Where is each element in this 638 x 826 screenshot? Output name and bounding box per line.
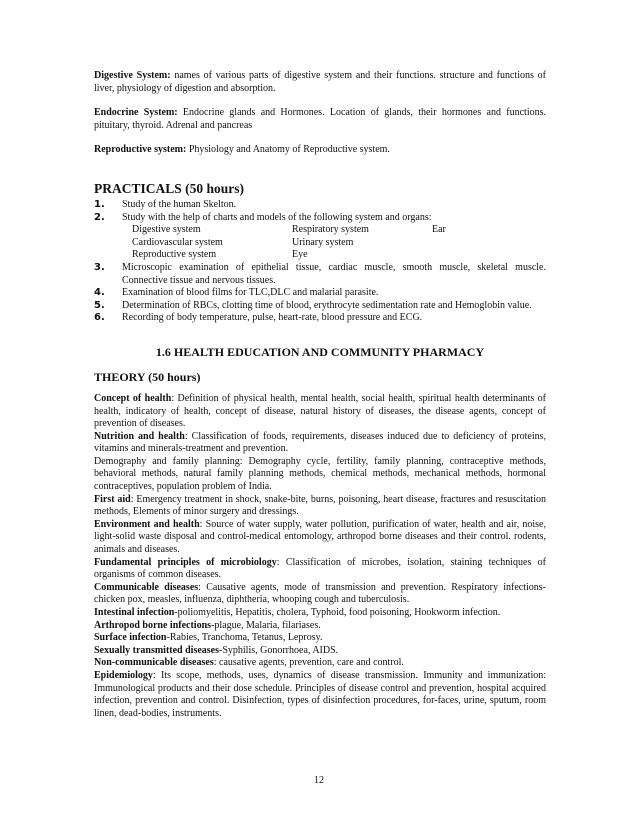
theory-heading: THEORY (50 hours): [94, 369, 201, 384]
intro-digestive: Digestive System: names of various parts of digestive system and their functions. structure and functions of liver, physiology of digestion and absorption.: [94, 70, 546, 94]
list-item: 6. Recording of body temperature, pulse, heart-rate, blood pressure and ECG.: [94, 312, 423, 324]
list-item: 5. Determination of RBCs, clotting time of blood, erythrocyte sedimentation rate and Hemoglobin value.: [94, 299, 532, 311]
document-page: [94, 70, 546, 720]
intro-reproductive: Reproductive system: Physiology and Anatomy of Reproductive system.: [94, 144, 390, 156]
theory-paragraph: Fundamental principles of microbiology: Classification of microbes, isolation, staining techniques of organisms of common diseases.: [94, 556, 546, 581]
theory-paragraph: Intestinal infection-poliomyelitis, Hepatitis, cholera, Typhoid, food poisoning, Hookworm infection.: [94, 607, 501, 618]
theory-paragraph: Nutrition and health: Classification of foods, requirements, diseases induced due to deficiency of proteins, vitamins and minerals-treatment and prevention.: [94, 430, 547, 455]
theory-paragraph: Arthropod borne infections-plague, Malaria, filariases.: [94, 619, 321, 631]
practicals-list: [94, 199, 546, 224]
theory-paragraph: Non-communicable diseases: causative agents, prevention, care and control.: [94, 657, 404, 669]
list-item: 2. Study with the help of charts and models of the following system and organs:: [94, 211, 432, 223]
theory-body: [94, 393, 546, 720]
theory-paragraph: First aid: Emergency treatment in shock, snake-bite, burns, poisoning, heart disease, fractures and resuscitation methods, Elements of minor surgery and dressings.: [94, 493, 546, 518]
intro-endocrine: Endocrine System: Endocrine glands and Hormones. Location of glands, their hormones and functions. pituitary, thyroid. Adrenal and pancreas: [94, 107, 546, 131]
theory-paragraph: Epidemiology: Its scope, methods, uses, dynamics of disease transmission. Immunity and immunization: Immunological products and their dose schedule. Principles of disease control and prevention, hospital acquired infection, prevention and control. Disinfection, types of disinfection procedures, for-faces, urine, sputum, room linen, dead-bodies, instruments.: [94, 669, 546, 719]
list-item: 1. Study of the human Skelton.: [94, 198, 237, 210]
theory-paragraph: Surface infection-Rabies, Tranchoma, Tetanus, Leprosy.: [94, 632, 323, 644]
list-item: 4. Examination of blood films for TLC,DLC and malarial parasite.: [94, 287, 379, 299]
systems-grid: Digestive system Respiratory system Ear Cardiovascular system Urinary system Reproductive system Eye: [132, 224, 446, 261]
section-heading: 1.6 HEALTH EDUCATION AND COMMUNITY PHARMACY: [155, 344, 485, 359]
theory-paragraph: Communicable diseases: Causative agents, mode of transmission and prevention. Respiratory infections-chicken pox, measles, influenza, diphtheria, whooping cough and tuberculosis.: [94, 581, 546, 606]
theory-paragraph: Demography and family planning: Demography cycle, fertility, family planning, contraceptive methods, behavioral methods, natural family planning methods, chemical methods, mechanical methods, hormonal contraceptives, population problem of India.: [94, 455, 546, 493]
theory-paragraph: Sexually transmitted diseases-Syphilis, Gonorrhoea, AIDS.: [94, 644, 339, 656]
theory-paragraph: Environment and health: Source of water supply, water pollution, purification of water, health and air, noise, light-solid waste disposal and control-medical entomology, arthropod borne diseases and their control. rodents, animals and diseases.: [94, 518, 546, 556]
theory-paragraph: Concept of health: Definition of physical health, mental health, social health, spiritual health determinants of health, indicatory of health, concept of disease, natural history of diseases, the disease agents, concept of prevention of diseases.: [94, 392, 546, 430]
list-item: 3. Microscopic examination of epithelial tissue, cardiac muscle, smooth muscle, skeletal muscle. Connective tissue and nervous tissues.: [94, 261, 546, 286]
page-number: 12: [314, 775, 324, 786]
practicals-list-continued: [94, 262, 546, 325]
practicals-heading: PRACTICALS (50 hours): [94, 180, 245, 196]
